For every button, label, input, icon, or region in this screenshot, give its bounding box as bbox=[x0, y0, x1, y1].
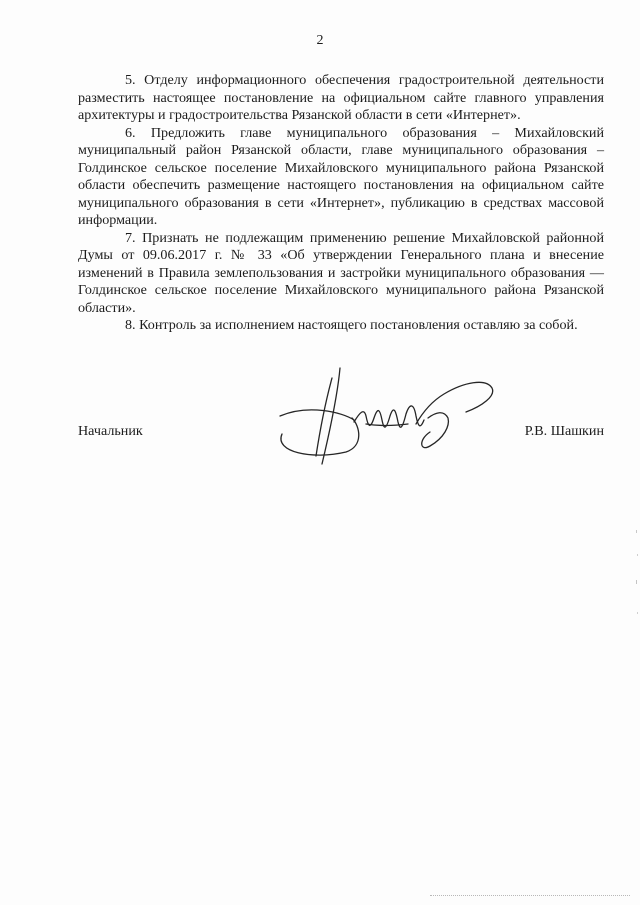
scan-bottom-rule bbox=[430, 895, 630, 897]
paragraph-5: 5. Отделу информационного обеспечения градостроительной деятельности разместить настоящее постановление на официальном сайте главного управления архитектуры и градостроительства Рязанской области в сети «Интернет». bbox=[78, 72, 604, 123]
paragraph-6: 6. Предложить главе муниципального образования – Михайловский муниципальный район Рязанской области, главе муниципального образования – Голдинское сельское поселение Михайловского муниципального района Рязанской области обеспечить размещение настоящего постановления на официальном сайте муниципального образования в сети «Интернет», публикацию в средствах массовой информации. bbox=[78, 124, 604, 228]
paragraph-7: 7. Признать не подлежащим применению решение Михайловской районной Думы от 09.06.2017 г. № 33 «Об утверждении Генерального плана и внесение изменений в Правила землепользования и застройки муниципального образования — Голдинское сельское поселение Михайловского муниципального района Рязанской области». bbox=[78, 229, 604, 316]
document-body bbox=[78, 72, 604, 335]
paragraph-8: 8. Контроль за исполнением настоящего постановления оставляю за собой. bbox=[125, 317, 578, 333]
scan-edge-specks bbox=[634, 520, 640, 640]
handwritten-signature bbox=[268, 360, 498, 470]
signatory-title: Начальник bbox=[78, 423, 143, 439]
page-number: 2 bbox=[316, 33, 324, 48]
signature-block bbox=[78, 360, 604, 470]
signatory-name: Р.В. Шашкин bbox=[524, 423, 604, 439]
